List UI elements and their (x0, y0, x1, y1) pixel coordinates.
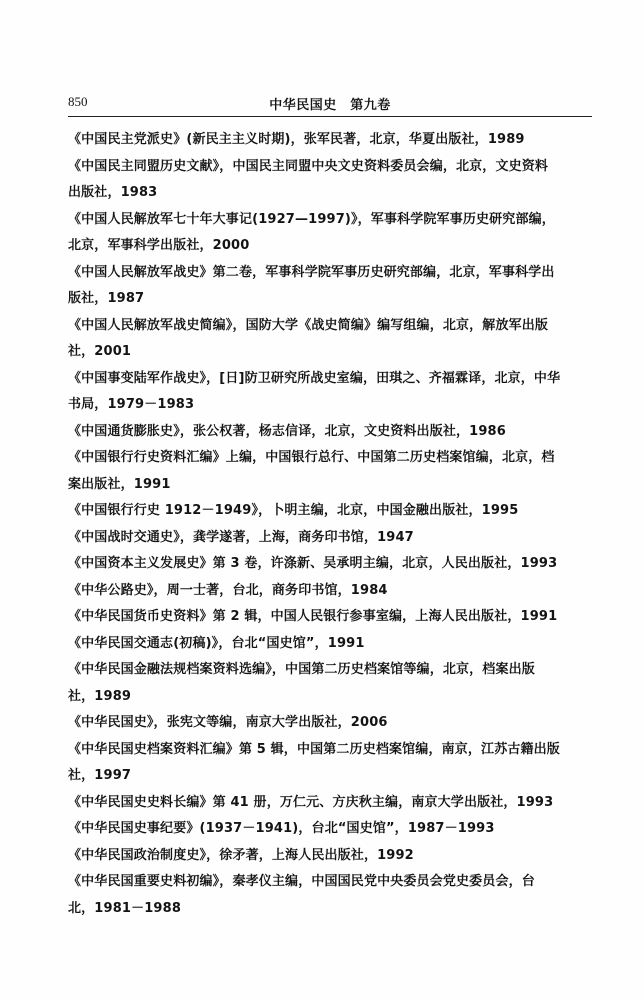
entry-first-line: 《中国事变陆军作战史》，[日]防卫研究所战史室编，田琪之、齐福霖译，北京，中华 (68, 370, 561, 386)
entry-first-line: 《中国民主同盟历史文献》，中国民主同盟中央文史资料委员会编，北京，文史资料 (68, 158, 549, 174)
bibliography-entry (68, 366, 592, 419)
running-title: 中华民国史 第九卷 (269, 98, 391, 113)
bibliography-entry (68, 816, 592, 843)
entry-first-line: 《中国通货膨胀史》，张公权著，杨志信译，北京，文史资料出版社，1986 (68, 423, 506, 439)
entry-continuation-line: 社，2001 (68, 344, 132, 359)
entry-first-line: 《中国战时交通史》，龚学遂著，上海，商务印书馆，1947 (68, 529, 414, 545)
entry-first-line: 《中华民国货币史资料》第 2 辑，中国人民银行参事室编，上海人民出版社，1991 (68, 609, 558, 624)
entry-first-line: 《中华公路史》，周一士著，台北，商务印书馆，1984 (68, 582, 388, 598)
bibliography-entry (68, 207, 592, 260)
bibliography-entry (68, 313, 592, 366)
bibliography-entry (68, 631, 592, 658)
bibliography-entry (68, 843, 592, 870)
bibliography-entry (68, 657, 592, 710)
bibliography-entry (68, 710, 592, 737)
bibliography-entry (68, 127, 592, 154)
bibliography-entry (68, 790, 592, 817)
bibliography-list (68, 127, 592, 922)
entry-first-line: 《中华民国政治制度史》，徐矛著，上海人民出版社，1992 (68, 847, 414, 863)
entry-continuation-line: 出版社，1983 (68, 185, 158, 200)
page-header (68, 94, 592, 117)
bibliography-entry (68, 578, 592, 605)
entry-first-line: 《中华民国史》，张宪文等编，南京大学出版社，2006 (68, 715, 388, 730)
entry-first-line: 《中国银行行史 1912－1949》，卜明主编，北京，中国金融出版社，1995 (68, 503, 519, 518)
entry-first-line: 《中国人民解放军七十年大事记(1927—1997)》，军事科学院军事历史研究部编， (68, 211, 555, 227)
entry-first-line: 《中国人民解放军战史简编》，国防大学《战史简编》编写组编，北京，解放军出版 (68, 317, 549, 333)
bibliography-entry (68, 260, 592, 313)
entry-continuation-line: 版社，1987 (68, 291, 145, 306)
bibliography-entry (68, 419, 592, 446)
entry-first-line: 《中国人民解放军战史》第二卷，军事科学院军事历史研究部编，北京，军事科学出 (68, 264, 555, 280)
entry-continuation-line: 案出版社，1991 (68, 476, 171, 492)
bibliography-entry (68, 869, 592, 922)
bibliography-entry (68, 604, 592, 631)
entry-first-line: 《中华民国重要史料初编》，秦孝仪主编，中国国民党中央委员会党史委员会，台 (68, 874, 535, 889)
entry-first-line: 《中华民国交通志(初稿)》，台北“国史馆”，1991 (68, 635, 365, 651)
entry-continuation-line: 书局，1979－1983 (68, 397, 195, 412)
entry-continuation-line: 社，1997 (68, 768, 132, 783)
entry-first-line: 《中国资本主义发展史》第 3 卷，许涤新、吴承明主编，北京，人民出版社，1993 (68, 556, 558, 571)
bibliography-entry (68, 525, 592, 552)
entry-continuation-line: 北京，军事科学出版社，2000 (68, 238, 250, 253)
bibliography-entry (68, 551, 592, 578)
entry-first-line: 《中华民国史事纪要》(1937－1941)，台北“国史馆”，1987－1993 (68, 821, 495, 836)
entry-first-line: 《中华民国金融法规档案资料选编》，中国第二历史档案馆等编，北京，档案出版 (68, 662, 535, 677)
entry-first-line: 《中国银行行史资料汇编》上编，中国银行总行、中国第二历史档案馆编，北京，档 (68, 450, 555, 465)
bibliography-entry (68, 498, 592, 525)
entry-continuation-line: 社，1989 (68, 688, 132, 704)
bibliography-entry (68, 737, 592, 790)
entry-first-line: 《中国民主党派史》(新民主主义时期)，张军民著，北京，华夏出版社，1989 (68, 132, 525, 147)
bibliography-entry (68, 445, 592, 498)
entry-first-line: 《中华民国史档案资料汇编》第 5 辑，中国第二历史档案馆编，南京，江苏古籍出版 (68, 741, 560, 757)
entry-first-line: 《中华民国史史料长编》第 41 册，万仁元、方庆秋主编，南京大学出版社，1993 (68, 794, 554, 810)
entry-continuation-line: 北，1981－1988 (68, 900, 182, 916)
page-number: 850 (68, 94, 88, 109)
bibliography-entry (68, 154, 592, 207)
